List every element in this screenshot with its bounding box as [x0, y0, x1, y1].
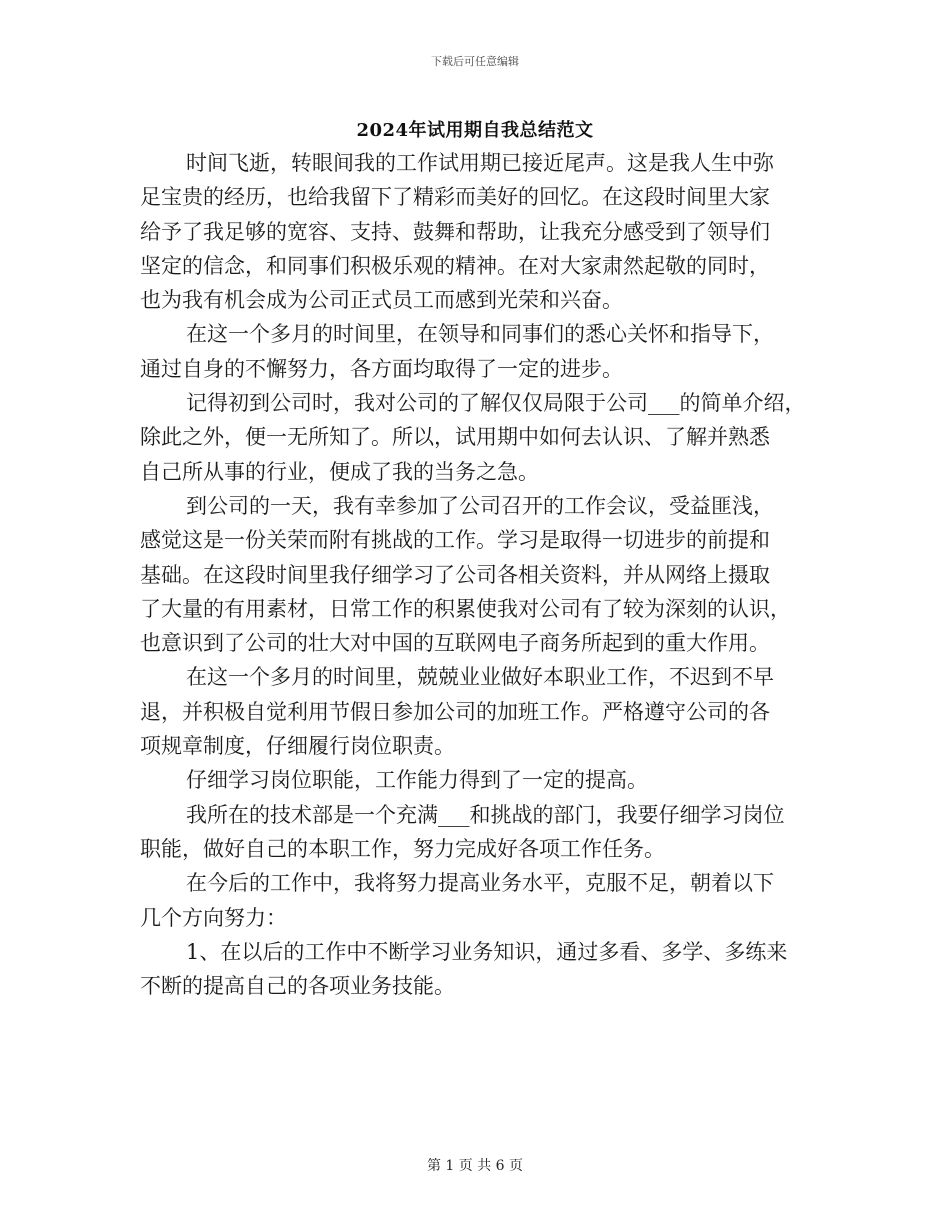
paragraph-line: 在今后的工作中，我将努力提高业务水平，克服不足，朝着以下: [186, 871, 774, 896]
paragraph-line: 也意识到了公司的壮大对中国的互联网电子商务所起到的重大作用。: [140, 631, 770, 656]
paragraph-line: 时间飞逝，转眼间我的工作试用期已接近尾声。这是我人生中弥: [186, 151, 774, 175]
paragraph-line: 基础。在这段时间里我仔细学习了公司各相关资料，并从网络上摄取: [140, 562, 770, 587]
paragraph-line: 感觉这是一份关荣而附有挑战的工作。学习是取得一切进步的前提和: [140, 528, 770, 553]
paragraph-line: 项规章制度，仔细履行岗位职责。: [140, 734, 455, 759]
paragraph-line: 不断的提高自己的各项业务技能。: [140, 974, 455, 999]
paragraph-line: 在这一个多月的时间里，在领导和同事们的悉心关怀和指导下，: [186, 322, 774, 347]
paragraph-line: 到公司的一天，我有幸参加了公司召开的工作会议，受益匪浅，: [186, 493, 774, 518]
paragraph-line: 给予了我足够的宽容、支持、鼓舞和帮助，让我充分感受到了领导们: [140, 219, 770, 244]
page-number: 第 1 页 共 6 页: [426, 1158, 524, 1174]
paragraph-line: 记得初到公司时，我对公司的了解仅仅局限于公司___的简单介绍，: [186, 391, 806, 416]
document-body: [140, 146, 820, 1003]
paragraph-line: 除此之外，便一无所知了。所以，试用期中如何去认识、了解并熟悉: [140, 425, 770, 450]
paragraph-line: 1、在以后的工作中不断学习业务知识，通过多看、多学、多练来: [186, 939, 788, 964]
paragraph-line: 足宝贵的经历，也给我留下了精彩而美好的回忆。在这段时间里大家: [140, 185, 770, 210]
paragraph-line: 也为我有机会成为公司正式员工而感到光荣和兴奋。: [140, 288, 623, 313]
paragraph-line: 了大量的有用素材，日常工作的积累使我对公司有了较为深刻的认识，: [140, 596, 791, 621]
paragraph-line: 几个方向努力：: [140, 905, 287, 930]
paragraph-line: 通过自身的不懈努力，各方面均取得了一定的进步。: [140, 356, 623, 381]
paragraph-line: 自己所从事的行业，便成了我的当务之急。: [140, 459, 539, 484]
document-title: 2024年试用期自我总结范文: [356, 120, 594, 141]
paragraph-line: 在这一个多月的时间里，兢兢业业做好本职业工作，不迟到不早: [186, 665, 774, 690]
paragraph-line: 职能，做好自己的本职工作，努力完成好各项工作任务。: [140, 836, 665, 861]
paragraph-line: 坚定的信念，和同事们积极乐观的精神。在对大家肃然起敬的同时，: [140, 253, 770, 278]
paragraph-line: 退，并积极自觉利用节假日参加公司的加班工作。严格遵守公司的各: [140, 699, 770, 724]
paragraph-line: 仔细学习岗位职能，工作能力得到了一定的提高。: [186, 768, 648, 793]
page-header-note: 下载后可任意编辑: [431, 55, 519, 68]
paragraph-line: 我所在的技术部是一个充满___和挑战的部门，我要仔细学习岗位: [186, 802, 785, 827]
